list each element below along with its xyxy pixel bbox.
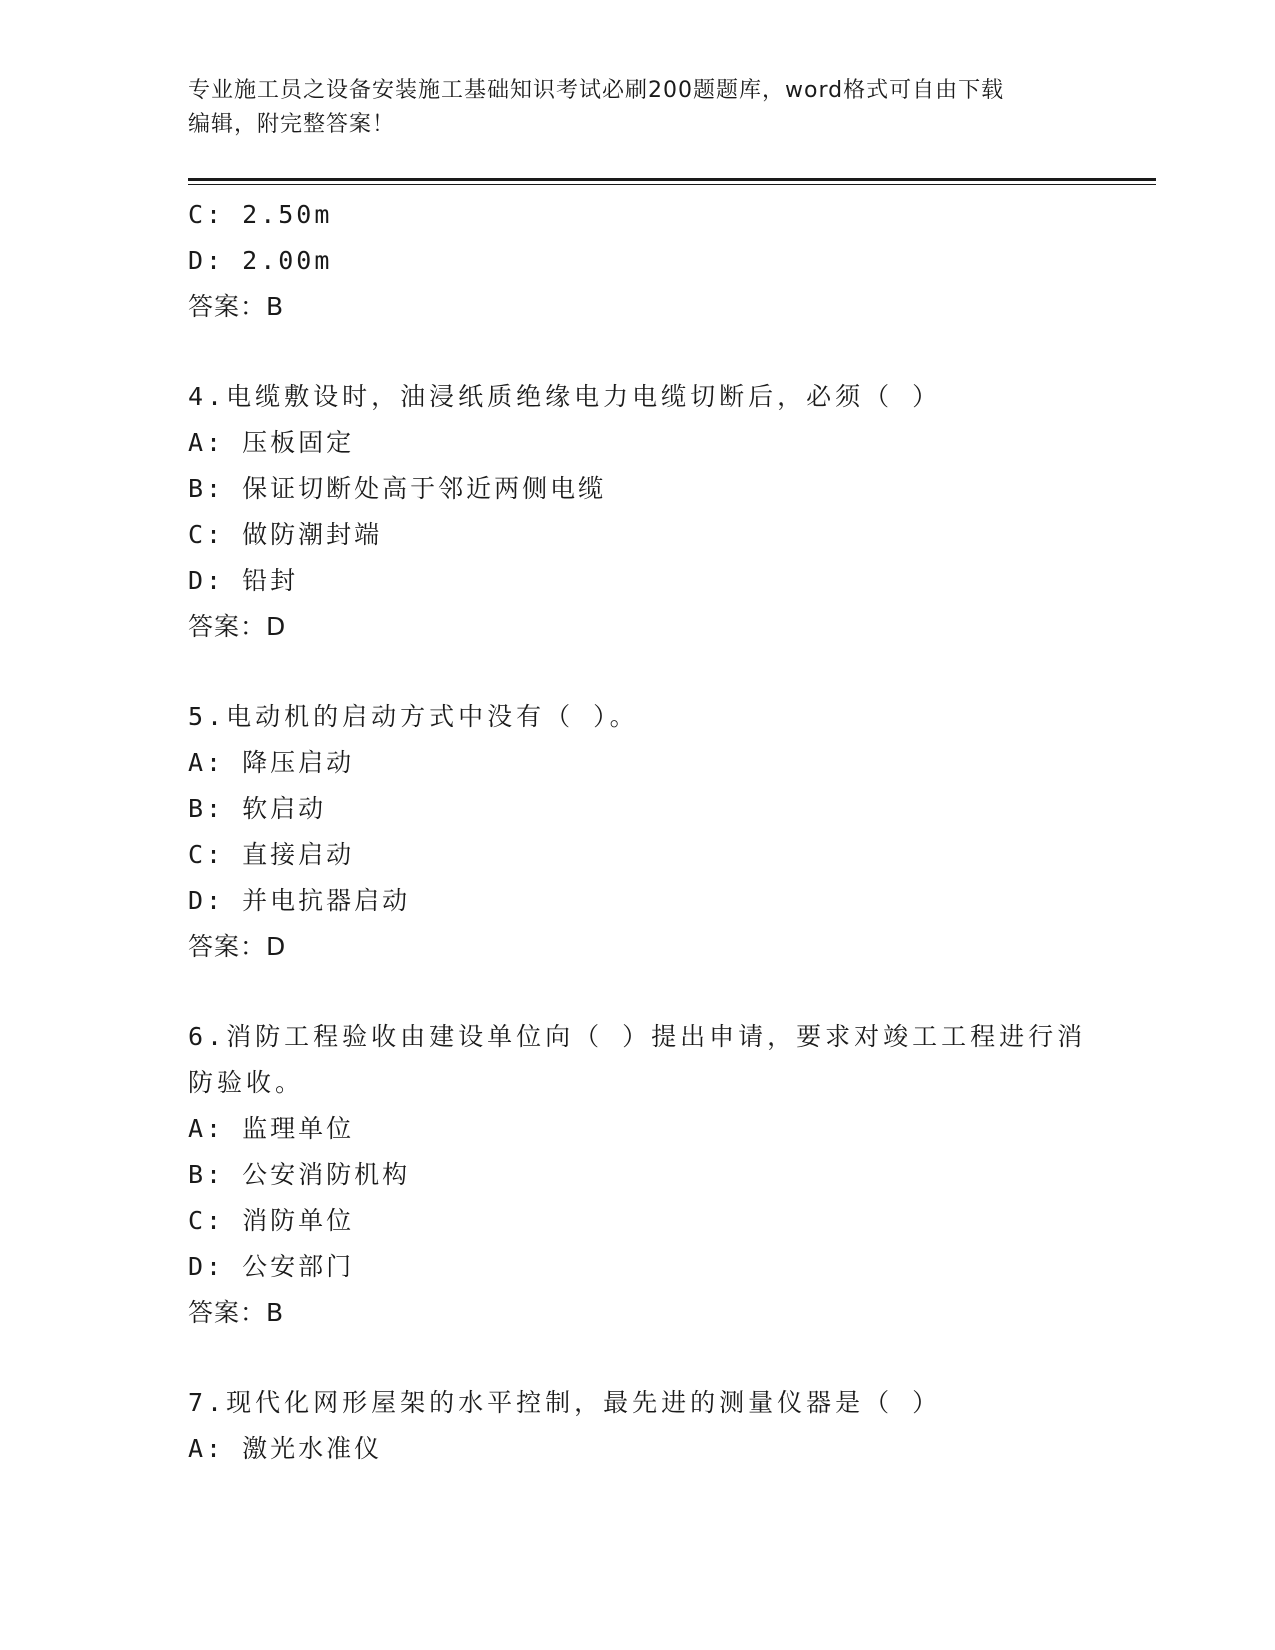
question-text: 5.电动机的启动方式中没有（ ）。 (188, 702, 639, 731)
header-divider-thin (188, 184, 1156, 185)
option-d: D: 并电抗器启动 (188, 886, 411, 915)
question-5 (188, 694, 1088, 970)
option-d: D: 公安部门 (188, 1252, 355, 1281)
answer-label: 答案：B (188, 292, 285, 321)
option-d: D: 铅封 (188, 566, 299, 595)
option-b: B: 公安消防机构 (188, 1160, 411, 1189)
answer-label: 答案：D (188, 932, 287, 961)
option-b: B: 保证切断处高于邻近两侧电缆 (188, 474, 607, 503)
question-text-line-1: 6.消防工程验收由建设单位向（ ）提出申请，要求对竣工工程进行消 (188, 1022, 1087, 1051)
option-a: A: 监理单位 (188, 1114, 355, 1143)
answer-label: 答案：D (188, 612, 287, 641)
question-text: 7.现代化网形屋架的水平控制，最先进的测量仪器是（ ） (188, 1388, 942, 1417)
document-header (188, 74, 1088, 142)
option-c: C: 直接启动 (188, 840, 355, 869)
option-a: A: 降压启动 (188, 748, 355, 777)
header-title-line-1: 专业施工员之设备安装施工基础知识考试必刷200题题库，word格式可自由下载 (188, 78, 1005, 103)
option-d: D: 2.00m (188, 246, 333, 275)
header-title-line-2: 编辑，附完整答案！ (188, 112, 396, 137)
option-a: A: 压板固定 (188, 428, 355, 457)
option-c: C: 消防单位 (188, 1206, 355, 1235)
question-7 (188, 1380, 1088, 1472)
answer-label: 答案：B (188, 1298, 285, 1327)
header-divider-thick (188, 178, 1156, 181)
option-a: A: 激光水准仪 (188, 1434, 383, 1463)
question-list (188, 192, 1088, 1472)
question-4 (188, 374, 1088, 650)
option-c: C: 做防潮封端 (188, 520, 383, 549)
question-text-line-2: 防验收。 (188, 1068, 305, 1097)
option-b: B: 软启动 (188, 794, 327, 823)
question-3-continuation (188, 192, 1088, 330)
option-c: C: 2.50m (188, 200, 333, 229)
question-text: 4.电缆敷设时，油浸纸质绝缘电力电缆切断后，必须（ ） (188, 382, 942, 411)
question-6 (188, 1014, 1088, 1336)
